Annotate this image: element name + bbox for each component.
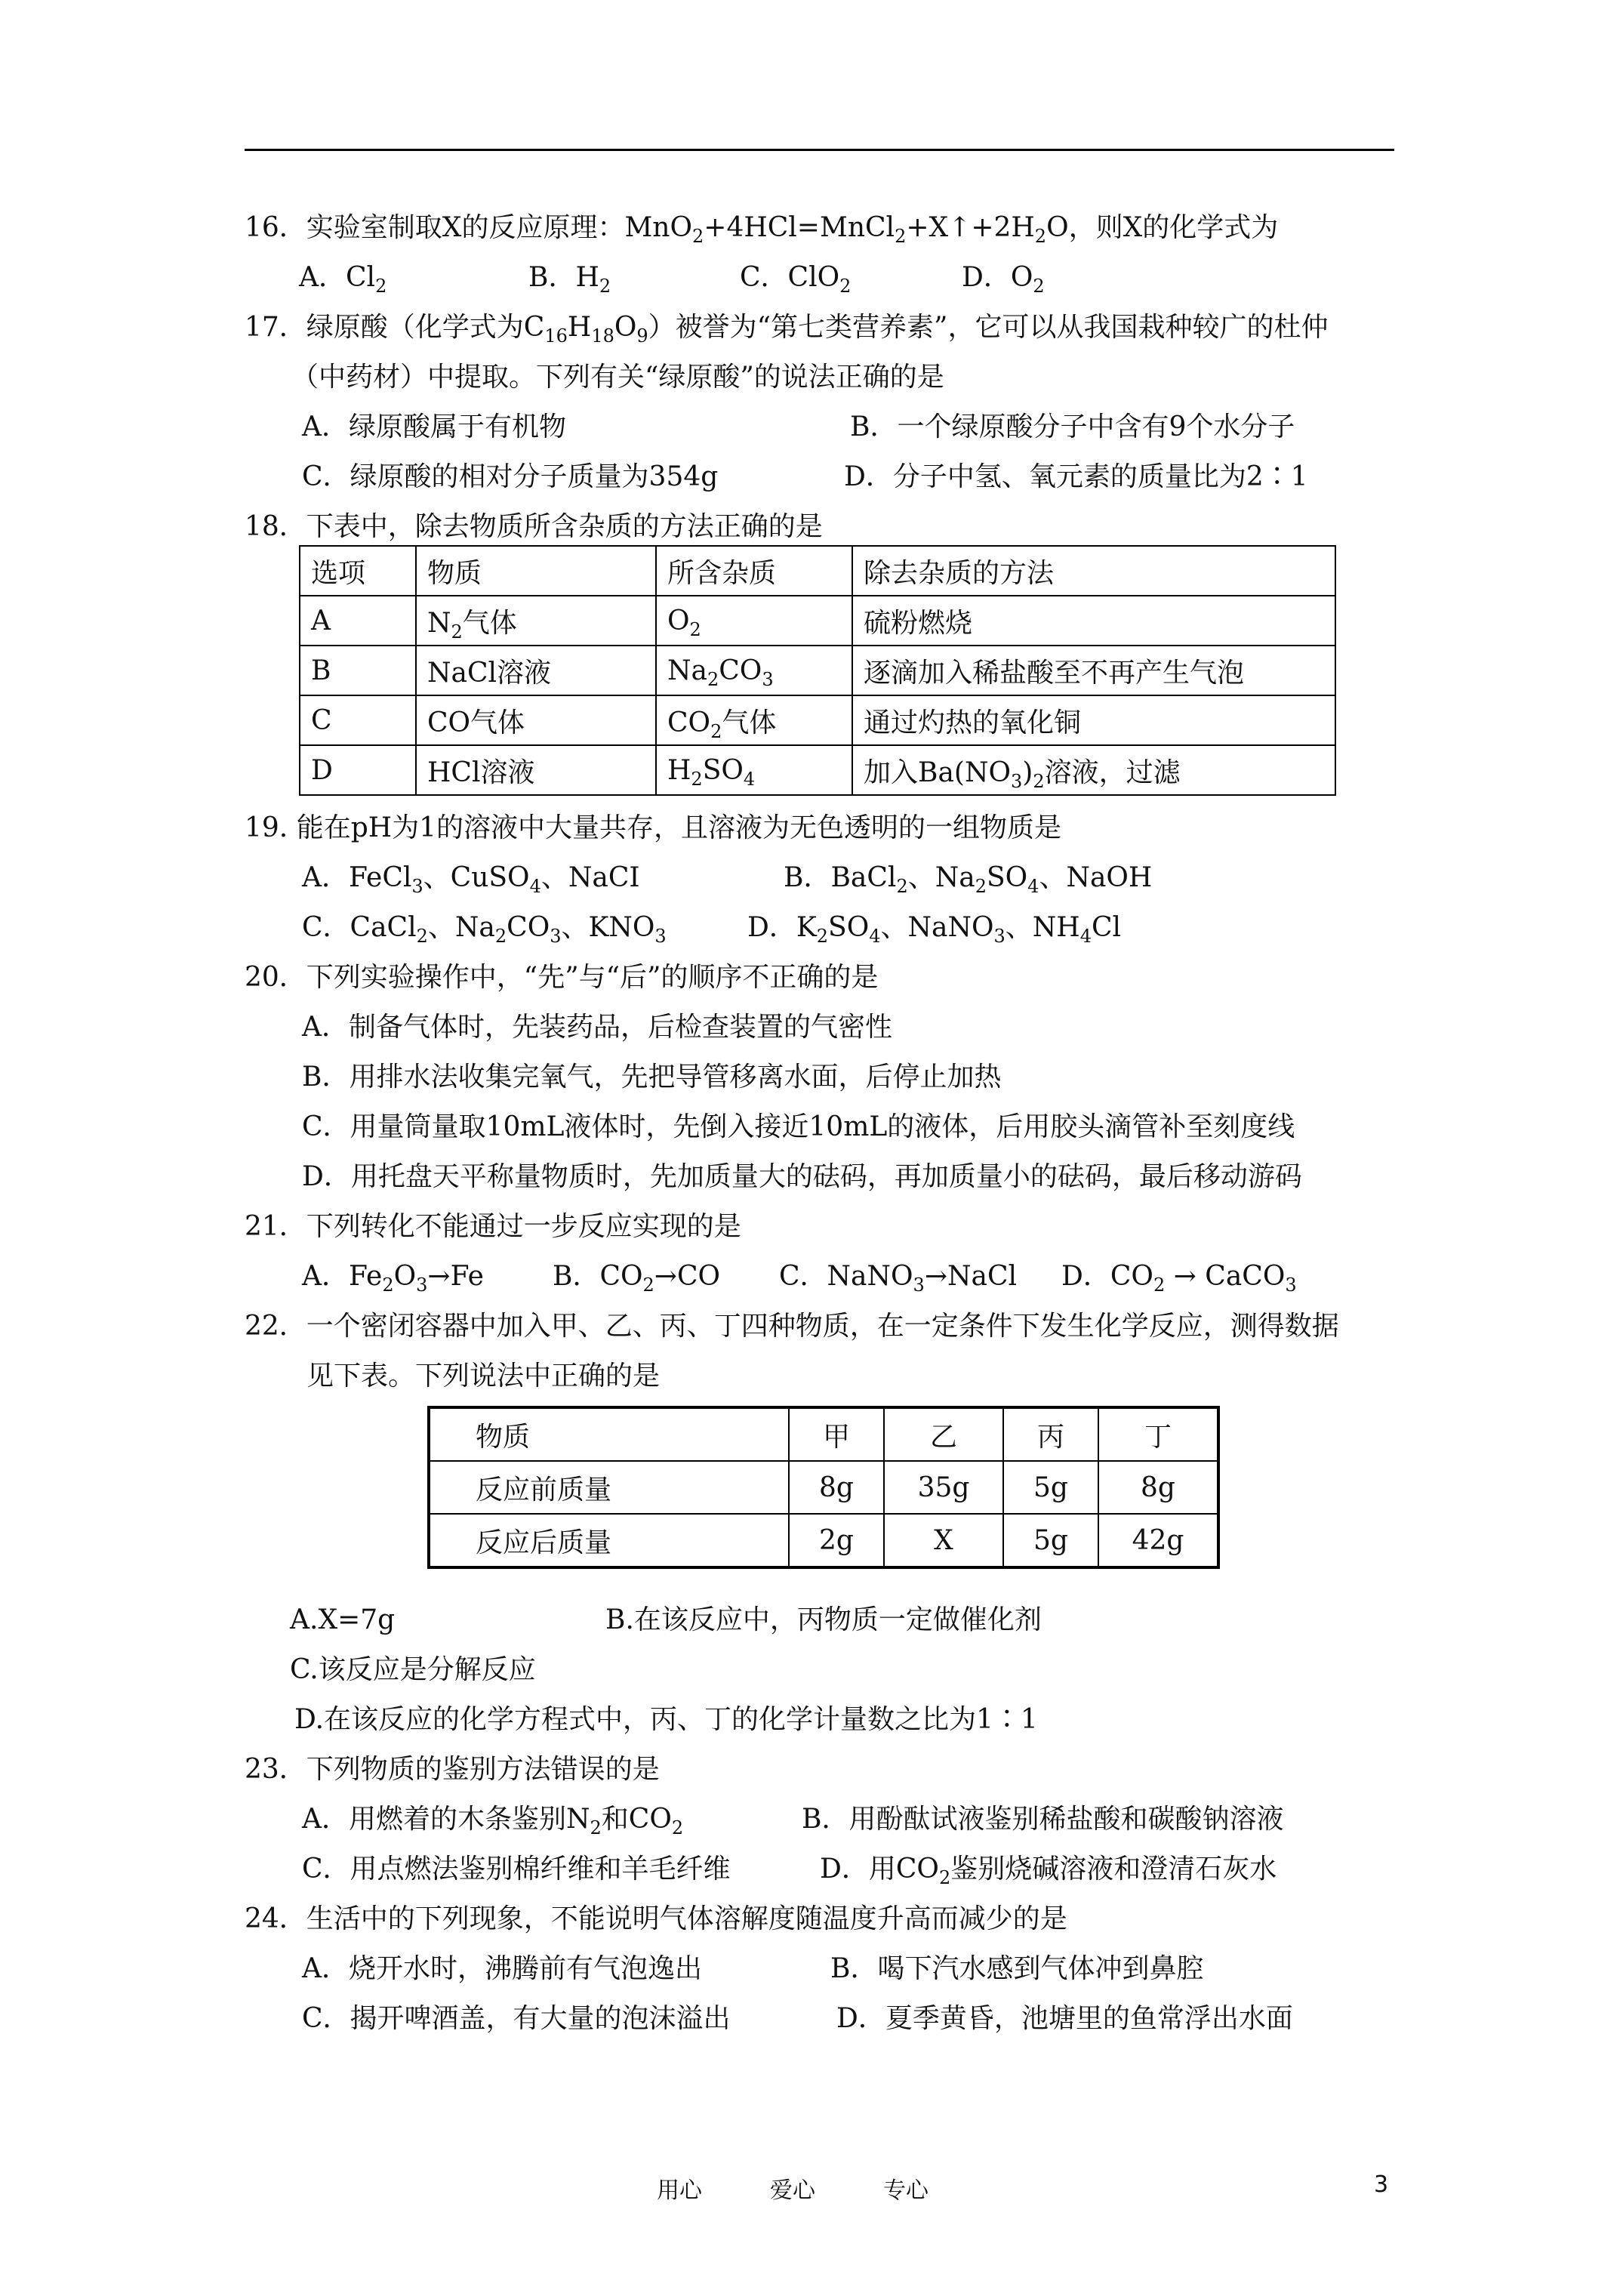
q23-option-d: D．用$CO_2$鉴别烧碱溶液和澄清石灰水 (820, 1854, 1277, 1888)
table-header-cell: 物质 (416, 546, 656, 596)
table-cell: B (300, 646, 416, 695)
table-cell: 8g (1098, 1461, 1218, 1514)
q21-option-a: A．$Fe_2O_3\to Fe$ (302, 1261, 484, 1296)
table-cell: C (300, 695, 416, 745)
q16-stem: 16．实验室制取X的反应原理：$MnO_2+4HCl=MnCl_2+X↑+2H_2O$，则X的化学式为 (245, 212, 1279, 247)
q24-option-b: B．喝下汽水感到气体冲到鼻腔 (830, 1953, 1204, 1984)
table-cell: 通过灼热的氧化铜 (852, 695, 1335, 745)
q17-stem-line2: （中药材）中提取。下列有关“绿原酸”的说法正确的是 (291, 362, 944, 393)
table-header-cell: 丙 (1003, 1407, 1098, 1461)
table-cell: 8g (789, 1461, 884, 1514)
table-cell: 反应后质量 (429, 1514, 789, 1567)
q24-option-a: A．烧开水时，沸腾前有气泡逸出 (302, 1953, 702, 1984)
table-cell: 逐滴加入稀盐酸至不再产生气泡 (852, 646, 1335, 695)
table-cell: X (884, 1514, 1003, 1567)
q18-table (299, 545, 1336, 796)
q19-option-d: D．$K_2SO_4$、NaNO$_3$、$NH_4Cl$ (747, 912, 1122, 947)
footer-text: 爱心 (770, 2177, 815, 2204)
q20-option-d: D．用托盘天平称量物质时，先加质量大的砝码，再加质量小的砝码，最后移动游码 (302, 1161, 1302, 1192)
table-row (300, 596, 1335, 646)
table-header-cell: 所含杂质 (656, 546, 852, 596)
table-cell: $Na_2CO_3$ (656, 646, 852, 695)
q22-table (427, 1406, 1220, 1569)
q24-option-d: D．夏季黄昏，池塘里的鱼常浮出水面 (836, 2003, 1293, 2034)
q21-stem: 21．下列转化不能通过一步反应实现的是 (245, 1211, 741, 1242)
q17-option-a: A．绿原酸属于有机物 (302, 411, 566, 442)
q23-stem: 23．下列物质的鉴别方法错误的是 (245, 1754, 660, 1785)
table-row (429, 1514, 1218, 1567)
table-cell: D (300, 745, 416, 795)
table-cell: 加入$Ba(NO_3)_2$溶液，过滤 (852, 745, 1335, 795)
q24-stem: 24．生活中的下列现象，不能说明气体溶解度随温度升高而减少的是 (245, 1903, 1067, 1934)
table-cell: 42g (1098, 1514, 1218, 1567)
q23-option-c: C．用点燃法鉴别棉纤维和羊毛纤维 (302, 1854, 731, 1885)
q17-option-b: B．一个绿原酸分子中含有9个水分子 (850, 411, 1295, 442)
q19-option-b: B．BaCl$_2$、$Na_2SO_4$、NaOH (784, 862, 1153, 897)
q19-stem: 19. 能在pH为1的溶液中大量共存，且溶液为无色透明的一组物质是 (245, 812, 1062, 843)
q16-option-c: C．ClO$_2$ (740, 262, 852, 297)
q22-option-d: D.在该反应的化学方程式中，丙、丁的化学计量数之比为1∶1 (294, 1704, 1038, 1735)
header-rule (245, 149, 1394, 151)
table-cell: 反应前质量 (429, 1461, 789, 1514)
q22-stem-line2: 见下表。下列说法中正确的是 (306, 1361, 661, 1391)
q24-option-c: C．揭开啤酒盖，有大量的泡沫溢出 (302, 2003, 731, 2034)
q21-option-d: D．$CO_2$ → CaCO$_3$ (1061, 1261, 1297, 1296)
table-row (300, 745, 1335, 795)
q21-option-c: C．NaNO$_3$→NaCl (779, 1261, 1017, 1296)
table-header-cell: 选项 (300, 546, 416, 596)
q16-option-d: D．$O_2$ (962, 262, 1045, 297)
table-header-row (300, 546, 1335, 596)
table-cell: CO气体 (416, 695, 656, 745)
q16-option-a: A．$Cl_2$ (299, 262, 387, 297)
q20-option-b: B．用排水法收集完氧气，先把导管移离水面，后停止加热 (302, 1062, 1002, 1093)
q16-option-b: B．$H_2$ (528, 262, 611, 297)
table-header-row (429, 1407, 1218, 1461)
footer-text: 专心 (883, 2177, 929, 2204)
table-cell: 硫粉燃烧 (852, 596, 1335, 646)
q17-option-c: C．绿原酸的相对分子质量为354g (302, 461, 719, 492)
table-row (300, 646, 1335, 695)
q20-stem: 20．下列实验操作中，“先”与“后”的顺序不正确的是 (245, 962, 879, 993)
table-cell: HCl溶液 (416, 745, 656, 795)
table-header-cell: 除去杂质的方法 (852, 546, 1335, 596)
table-cell: A (300, 596, 416, 646)
q22-stem-line1: 22．一个密闭容器中加入甲、乙、丙、丁四种物质，在一定条件下发生化学反应，测得数据 (245, 1311, 1339, 1342)
table-header-cell: 乙 (884, 1407, 1003, 1461)
table-cell: 2g (789, 1514, 884, 1567)
table-cell: 5g (1003, 1514, 1098, 1567)
table-header-cell: 物质 (429, 1407, 789, 1461)
footer-text: 用心 (657, 2177, 702, 2204)
q22-option-a: A.X=7g (290, 1604, 396, 1635)
q20-option-c: C．用量筒量取10mL液体时，先倒入接近10mL的液体，后用胶头滴管补至刻度线 (302, 1111, 1295, 1142)
table-cell: $O_2$ (656, 596, 852, 646)
q17-option-d: D．分子中氢、氧元素的质量比为2∶1 (844, 461, 1308, 492)
table-header-cell: 甲 (789, 1407, 884, 1461)
table-header-cell: 丁 (1098, 1407, 1218, 1461)
q22-option-c: C.该反应是分解反应 (290, 1654, 536, 1685)
q18-stem: 18．下表中，除去物质所含杂质的方法正确的是 (245, 511, 823, 542)
table-row (300, 695, 1335, 745)
table-cell: $H_2SO_4$ (656, 745, 852, 795)
page-number: 3 (1374, 2171, 1389, 2198)
table-row (429, 1461, 1218, 1514)
q17-stem-line1: 17．绿原酸（化学式为$C_{16}H_{18}O_9$）被誉为“第七类营养素”，它可以从我国栽种较广的杜仲 (245, 312, 1329, 347)
q23-option-a: A．用燃着的木条鉴别$N_2$和$CO_2$ (302, 1804, 684, 1838)
table-cell: 5g (1003, 1461, 1098, 1514)
q22-option-b: B.在该反应中，丙物质一定做催化剂 (605, 1604, 1042, 1635)
q19-option-a: A．FeCl$_3$、CuSO$_4$、NaCI (302, 862, 640, 897)
q20-option-a: A．制备气体时，先装药品，后检查装置的气密性 (302, 1012, 892, 1043)
table-cell: $N_2$气体 (416, 596, 656, 646)
table-cell: 35g (884, 1461, 1003, 1514)
q21-option-b: B．$CO_2\to CO$ (553, 1261, 721, 1296)
q23-option-b: B．用酚酞试液鉴别稀盐酸和碳酸钠溶液 (802, 1804, 1284, 1835)
q19-option-c: C．CaCl$_2$、$Na_2CO_3$、$KNO_3$ (302, 912, 667, 947)
table-cell: NaCl溶液 (416, 646, 656, 695)
table-cell: $CO_2$气体 (656, 695, 852, 745)
